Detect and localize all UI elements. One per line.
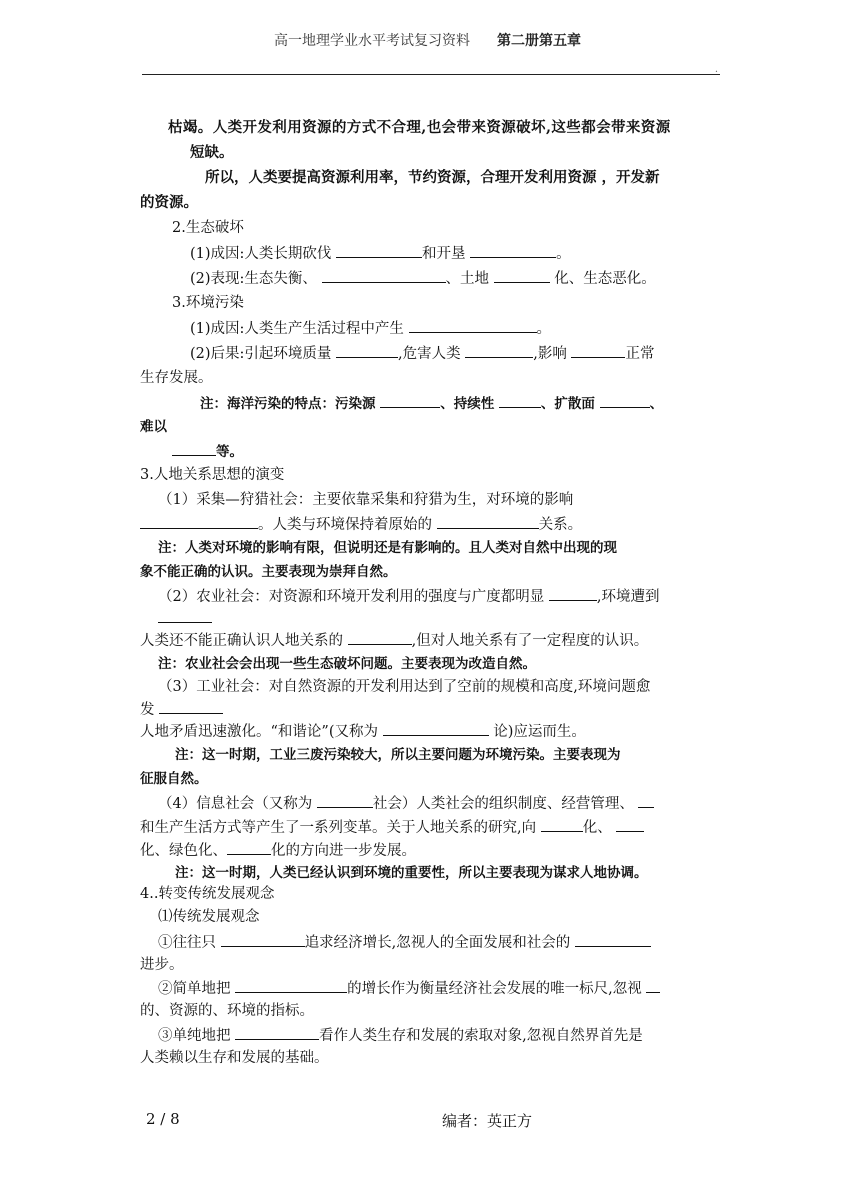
fill-blank[interactable] — [409, 318, 537, 333]
fill-blank[interactable] — [383, 721, 489, 736]
note-line: 难以 — [140, 419, 167, 435]
text-line: 和生产生活方式等产生了一系列变革。关于人地关系的研究,向 化、 — [140, 817, 644, 838]
fill-blank[interactable] — [235, 978, 347, 993]
text-line: 化、绿色化、 化的方向进一步发展。 — [140, 840, 416, 861]
fill-blank[interactable] — [158, 608, 212, 623]
fill-blank[interactable] — [336, 343, 398, 358]
fill-blank[interactable] — [571, 343, 625, 358]
page-header — [142, 28, 720, 75]
text-line: 枯竭。人类开发利用资源的方式不合理,也会带来资源破坏,这些都会带来资源 — [168, 119, 671, 136]
text-line: ②简单地把 的增长作为衡量经济社会发展的唯一标尺,忽视 — [158, 978, 660, 999]
fill-blank[interactable] — [549, 586, 597, 601]
header-title: 高一地理学业水平考试复习资料 — [274, 33, 470, 49]
header-chapter: 第二册第五章 — [497, 33, 581, 49]
text-line: 短缺。 — [190, 144, 234, 161]
fill-blank[interactable] — [317, 793, 373, 808]
text-line: 人类还不能正确认识人地关系的 ,但对人地关系有了一定程度的认识。 — [140, 630, 648, 651]
fill-blank[interactable] — [348, 630, 412, 645]
fill-blank[interactable] — [575, 932, 651, 947]
fill-blank[interactable] — [380, 393, 440, 408]
text-line: ⑴传统发展观念 — [158, 909, 260, 925]
fill-blank[interactable] — [159, 699, 223, 714]
fill-blank[interactable] — [437, 514, 539, 529]
text-line: ①往往只 追求经济增长,忽视人的全面发展和社会的 — [158, 932, 651, 953]
fill-blank[interactable] — [541, 817, 583, 832]
section-heading: 4..转变传统发展观念 — [140, 886, 275, 902]
fill-blank[interactable] — [499, 393, 541, 408]
text-line: （1）采集—狩猎社会：主要依靠采集和狩猎为生，对环境的影响 — [158, 492, 574, 508]
fill-blank[interactable] — [221, 932, 305, 947]
fill-blank[interactable] — [172, 441, 216, 456]
note-line: 等。 — [172, 441, 243, 462]
fill-blank[interactable] — [235, 1025, 319, 1040]
text-line: (2)后果:引起环境质量 ,危害人类 ,影响 正常 — [190, 343, 654, 364]
note-line: 注：这一时期，工业三废污染较大，所以主要问题为环境污染。主要表现为 — [175, 747, 621, 763]
text-line: ③单纯地把 看作人类生存和发展的索取对象,忽视自然界首先是 — [158, 1025, 643, 1046]
page-number: 2 / 8 — [146, 1110, 180, 1128]
section-heading: 2.生态破坏 — [172, 220, 244, 236]
header-dot: . — [714, 64, 718, 75]
text-line: 。人类与环境保持着原始的 关系。 — [140, 514, 582, 535]
text-line: 进步。 — [140, 957, 184, 973]
fill-blank[interactable] — [616, 817, 644, 832]
text-line: (1)成因:人类生产生活过程中产生 。 — [190, 318, 551, 339]
fill-blank[interactable] — [600, 393, 650, 408]
text-line: 人类赖以生存和发展的基础。 — [140, 1050, 329, 1066]
fill-blank[interactable] — [494, 268, 550, 283]
text-line: 的资源。 — [140, 194, 198, 211]
fill-blank[interactable] — [140, 514, 258, 529]
section-heading: 3.环境污染 — [172, 295, 244, 311]
fill-blank[interactable] — [646, 978, 660, 993]
text-line: 发 — [140, 699, 223, 720]
section-heading: 3.人地关系思想的演变 — [140, 467, 285, 483]
note-line: 象不能正确的认识。主要表现为崇拜自然。 — [140, 564, 397, 580]
note-line: 注：海洋污染的特点：污染源 、持续性 、扩散面 、 — [200, 393, 663, 414]
author-credit: 编者：英正方 — [442, 1112, 533, 1130]
text-line: 人地矛盾迅速激化。“和谐论”(又称为 论)应运而生。 — [140, 721, 586, 742]
fill-blank[interactable] — [336, 243, 422, 258]
text-line: （4）信息社会（又称为 社会）人类社会的组织制度、经营管理、 — [158, 793, 654, 814]
text-line: 所以，人类要提高资源利用率，节约资源，合理开发利用资源 ，开发新 — [205, 169, 660, 186]
fill-blank[interactable] — [322, 268, 446, 283]
text-line: (1)成因:人类长期砍伐 和开垦 。 — [190, 243, 571, 264]
text-line: 的、资源的、环境的指标。 — [140, 1003, 314, 1019]
fill-blank[interactable] — [638, 793, 654, 808]
text-line: 生存发展。 — [140, 370, 213, 386]
text-line — [158, 608, 212, 629]
fill-blank[interactable] — [465, 343, 533, 358]
fill-blank[interactable] — [227, 840, 271, 855]
fill-blank[interactable] — [470, 243, 556, 258]
note-line: 征服自然。 — [140, 771, 208, 787]
note-line: 注：这一时期，人类已经认识到环境的重要性，所以主要表现为谋求人地协调。 — [175, 865, 648, 881]
note-line: 注：人类对环境的影响有限，但说明还是有影响的。且人类对自然中出现的现 — [158, 540, 617, 556]
text-line: （3）工业社会：对自然资源的开发利用达到了空前的规模和高度,环境问题愈 — [158, 679, 651, 695]
text-line: （2）农业社会：对资源和环境开发利用的强度与广度都明显 ,环境遭到 — [158, 586, 659, 607]
text-line: (2)表现:生态失衡、 、土地 化、生态恶化。 — [190, 268, 656, 289]
note-line: 注：农业社会会出现一些生态破坏问题。主要表现为改造自然。 — [158, 656, 536, 672]
